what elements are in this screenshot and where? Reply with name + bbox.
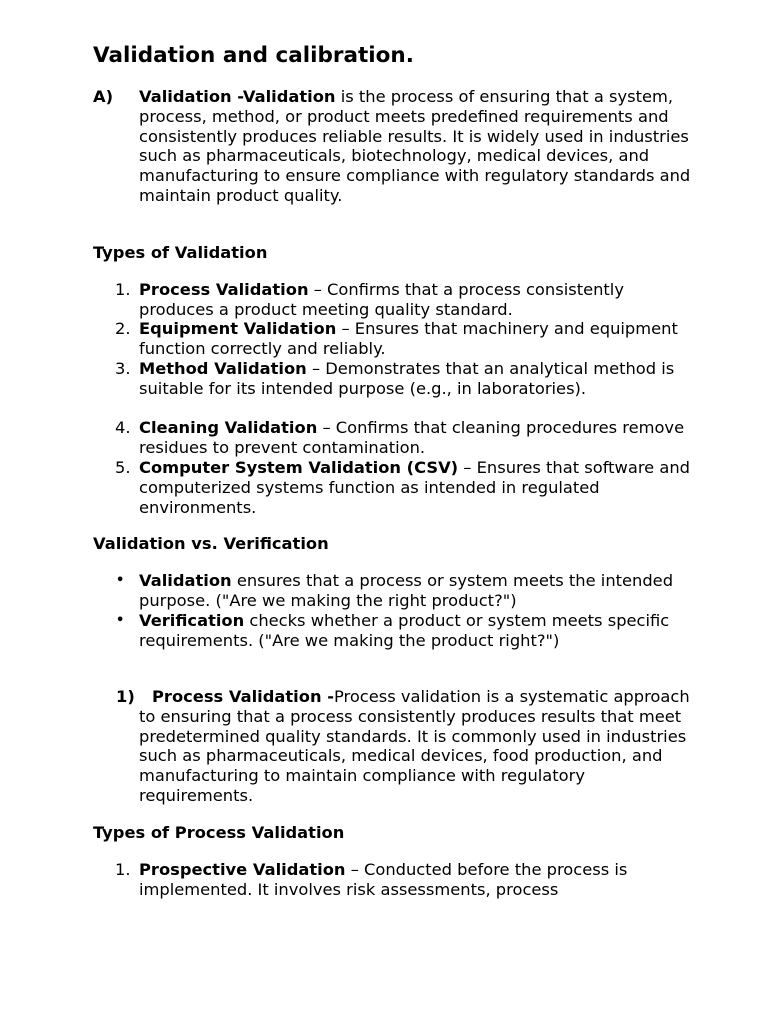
list-item-text: – Conducted before the process is implemented. It involves risk assessments, process: [139, 860, 628, 899]
bullet-marker: •: [116, 613, 125, 628]
bullet-item-term: Validation: [139, 571, 232, 590]
bullet-item: [116, 611, 699, 651]
list-item: [115, 359, 699, 399]
section-a-term: Validation -Validation: [139, 87, 336, 106]
types-of-validation-heading: Types of Validation: [93, 243, 268, 262]
list-number: 1.: [115, 280, 131, 299]
list-item-term: Prospective Validation: [139, 860, 346, 879]
types-of-process-validation-heading: Types of Process Validation: [93, 823, 345, 842]
section-a-marker: A): [93, 87, 114, 106]
bullet-item-text: checks whether a product or system meets specific requirements. ("Are we making the product right?"): [139, 611, 670, 650]
section-1-text: Process validation is a systematic approach to ensuring that a process consistently produces results that meet predetermined quality standards. It is commonly used in industries such as pharmaceuticals, medical devices, food production, and manufacturing to maintain compliance with regulatory requirements.: [139, 687, 690, 805]
list-item: [115, 280, 699, 320]
list-item-text: – Ensures that software and computerized systems function as intended in regulated environments.: [139, 458, 690, 517]
list-item: [115, 418, 699, 458]
list-item-term: Cleaning Validation: [139, 418, 318, 437]
bullet-item-term: Verification: [139, 611, 245, 630]
document-title: Validation and calibration.: [93, 43, 414, 68]
bullet-item: [116, 571, 699, 611]
section-a-text: is the process of ensuring that a system, process, method, or product meets predefined requirements and consistently produces reliable results. It is widely used in industries such as pharmaceuticals, biotechnology, medical devices, and manufacturing to ensure compliance with regulatory standards and maintain product quality.: [139, 87, 691, 205]
list-item-term: Equipment Validation: [139, 319, 337, 338]
list-item-text: – Demonstrates that an analytical method is suitable for its intended purpose (e.g., in laboratories).: [139, 359, 675, 398]
list-item-text: – Ensures that machinery and equipment function correctly and reliably.: [139, 319, 678, 358]
list-number: 5.: [115, 458, 131, 477]
bullet-item-text: ensures that a process or system meets the intended purpose. ("Are we making the right product?"): [139, 571, 674, 610]
section-1-marker: 1): [116, 687, 135, 706]
list-item-term: Process Validation: [139, 280, 309, 299]
validation-vs-verification-heading: Validation vs. Verification: [93, 534, 329, 553]
list-number: 3.: [115, 359, 131, 378]
section-1-term: Process Validation -: [152, 687, 334, 706]
list-number: 1.: [115, 860, 131, 879]
list-item-text: – Confirms that a process consistently produces a product meeting quality standard.: [139, 280, 624, 319]
list-item: [115, 458, 699, 517]
list-item-term: Computer System Validation (CSV): [139, 458, 459, 477]
list-item: [115, 319, 699, 359]
list-item: [115, 860, 699, 900]
section-1-paragraph: [116, 687, 699, 806]
section-a-paragraph: [93, 87, 699, 206]
list-item-text: – Confirms that cleaning procedures remove residues to prevent contamination.: [139, 418, 685, 457]
list-item-term: Method Validation: [139, 359, 307, 378]
bullet-marker: •: [116, 573, 125, 588]
list-number: 4.: [115, 418, 131, 437]
list-number: 2.: [115, 319, 131, 338]
